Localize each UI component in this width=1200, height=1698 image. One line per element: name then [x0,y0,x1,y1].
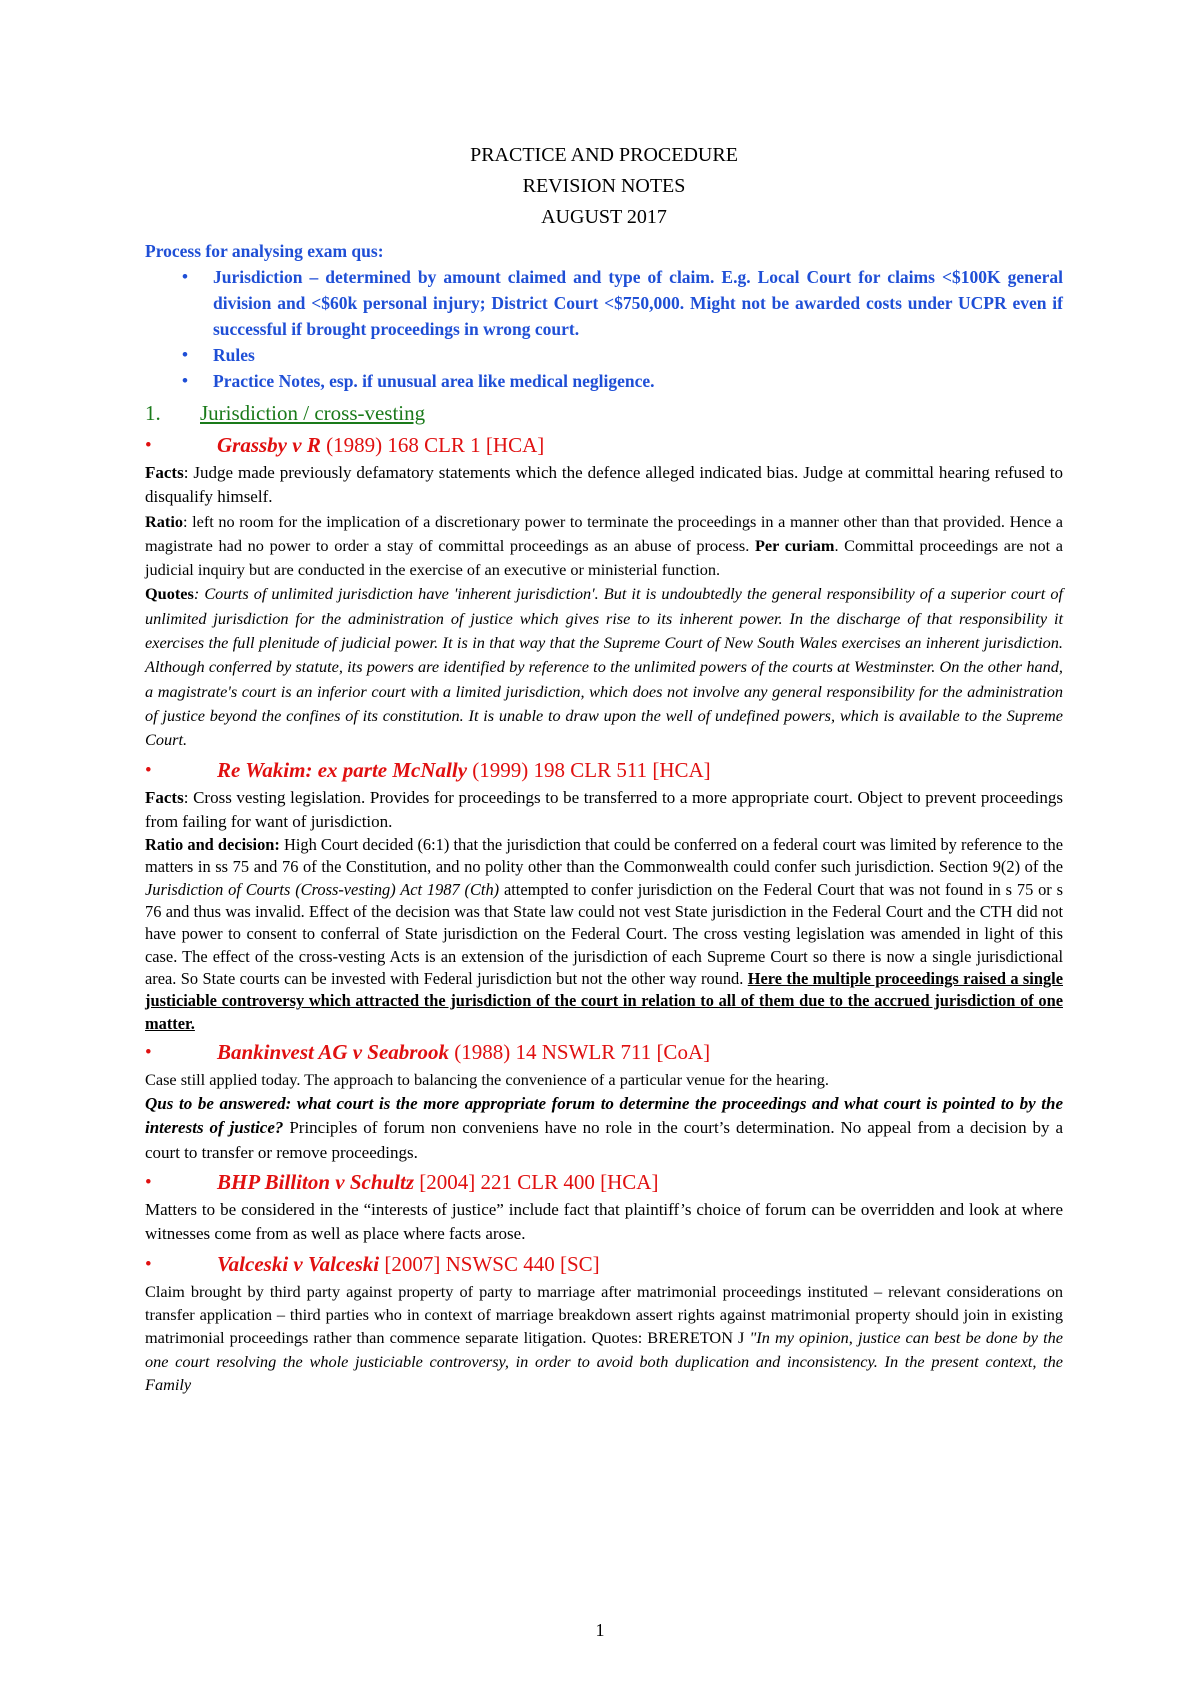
case-quotes: Quotes: Courts of unlimited jurisdiction have 'inherent jurisdiction'. But it is undoubtedly the general responsibility of a superior court of unlimited jurisdiction for the administration of justice which gives rise to its inherent power. In the discharge of that responsibility it exercises the full plenitude of judicial power. It is in that way that the Supreme Court of New South Wales exercises an inherent jurisdiction. Although conferred by statute, its powers are identified by reference to the unlimited powers of the courts at Westminster. On the other hand, a magistrate's court is an inferior court with a limited jurisdiction, which does not involve any general responsibility for the administration of justice beyond the confines of its constitution. It is unable to draw upon the well of undefined powers, which is available to the Supreme Court. [145,584,1063,750]
bullet-icon: • [182,267,188,286]
case-heading-bhp: • BHP Billiton v Schultz [2004] 221 CLR 400 [HCA] [145,1167,1063,1198]
case-facts: Facts: Cross vesting legislation. Provides for proceedings to be transferred to a more appropriate court. Object to prevent proceedings from failing for want of jurisdiction. [145,787,1063,831]
list-item: • Jurisdiction – determined by amount claimed and type of claim. E.g. Local Court for claims <$100K general division and <$60k personal injury; District Court <$750,000. Might not be awarded costs under UCPR even if successful if brought proceedings in wrong court. [213,264,1063,342]
bullet-icon: • [182,345,188,364]
bullet-icon: • [145,1041,152,1063]
bullet-icon: • [145,759,152,781]
list-item: • Practice Notes, esp. if unusual area like medical negligence. [213,368,1063,394]
process-list [145,264,1063,394]
process-heading: Process for analysing exam qus: [145,241,384,261]
case-ratio: Ratio and decision: High Court decided (6:1) that the jurisdiction that could be conferred on a federal court was limited by reference to the matters in ss 75 and 76 of the Constitution, and no polity other than the Commonwealth could confer such jurisdiction. Section 9(2) of the Jurisdiction of Courts (Cross-vesting) Act 1987 (Cth) attempted to confer jurisdiction on the Federal Court that was not found in s 75 or s 76 and thus was invalid. Effect of the decision was that State law could not vest State jurisdiction in the Federal Court and the CTH did not have power to consent to conferral of State jurisdiction on the Federal Court. The cross vesting legislation was amended in light of this case. The effect of the cross-vesting Acts is an extension of the jurisdiction of each Supreme Court so there is now a single jurisdictional area. So State courts can be invested with Federal jurisdiction but not the other way round. Here the multiple proceedings raised a single justiciable controversy which attracted the jurisdiction of the court in relation to all of them due to the accrued jurisdiction of one matter. [145,835,1063,1033]
list-item: • Rules [213,342,1063,368]
case-heading-bankinvest: • Bankinvest AG v Seabrook (1988) 14 NSWLR 711 [CoA] [145,1037,1063,1068]
bullet-icon: • [182,371,188,390]
bullet-icon: • [145,1172,152,1194]
page-number: 1 [595,1620,605,1640]
case-heading-grassby: • Grassby v R (1989) 168 CLR 1 [HCA] [145,430,1063,461]
document-page [145,140,1063,1397]
doc-date: AUGUST 2017 [541,206,667,228]
case-question: Qus to be answered: what court is the more appropriate forum to determine the proceedings and what court is pointed to by the interests of justice? Principles of forum non conveniens have no role in the court’s determination. No appeal from a decision by a court to transfer or remove proceedings. [145,1094,1063,1162]
case-heading-wakim: • Re Wakim: ex parte McNally (1999) 198 CLR 511 [HCA] [145,755,1063,786]
case-summary: Claim brought by third party against property of party to marriage after matrimonial proceedings instituted – relevant considerations on transfer application – third parties who in context of marriage breakdown assert rights against matrimonial property should join in existing matrimonial proceedings rather than commence separate litigation. Quotes: BRERETON J "In my opinion, justice can best be done by the one court resolving the whole justiciable controversy, in order to avoid both duplication and inconsistency. In the present context, the Family [145,1281,1063,1395]
doc-subtitle: REVISION NOTES [522,175,686,197]
bullet-icon: • [145,435,152,456]
case-heading-valceski: • Valceski v Valceski [2007] NSWSC 440 [SC] [145,1249,1063,1280]
case-summary: Matters to be considered in the “interests of justice” include fact that plaintiff’s choice of forum can be overridden and look at where witnesses come from as well as place where facts arose. [145,1200,1063,1244]
doc-title: PRACTICE AND PROCEDURE [470,144,738,166]
case-ratio: Ratio: left no room for the implication of a discretionary power to terminate the proceedings in a manner other than that provided. Hence a magistrate had no power to order a stay of committal proceedings as an abuse of process. Per curiam. Committal proceedings are not a judicial inquiry but are conducted in the exercise of an executive or ministerial function. [145,511,1063,580]
case-facts: Facts: Judge made previously defamatory statements which the defence alleged indicated bias. Judge at committal hearing refused to disqualify himself. [145,463,1063,507]
bullet-icon: • [145,1253,152,1275]
case-summary: Case still applied today. The approach to balancing the convenience of a particular venue for the hearing. [145,1069,829,1089]
section-heading: 1. Jurisdiction / cross-vesting [145,401,426,425]
